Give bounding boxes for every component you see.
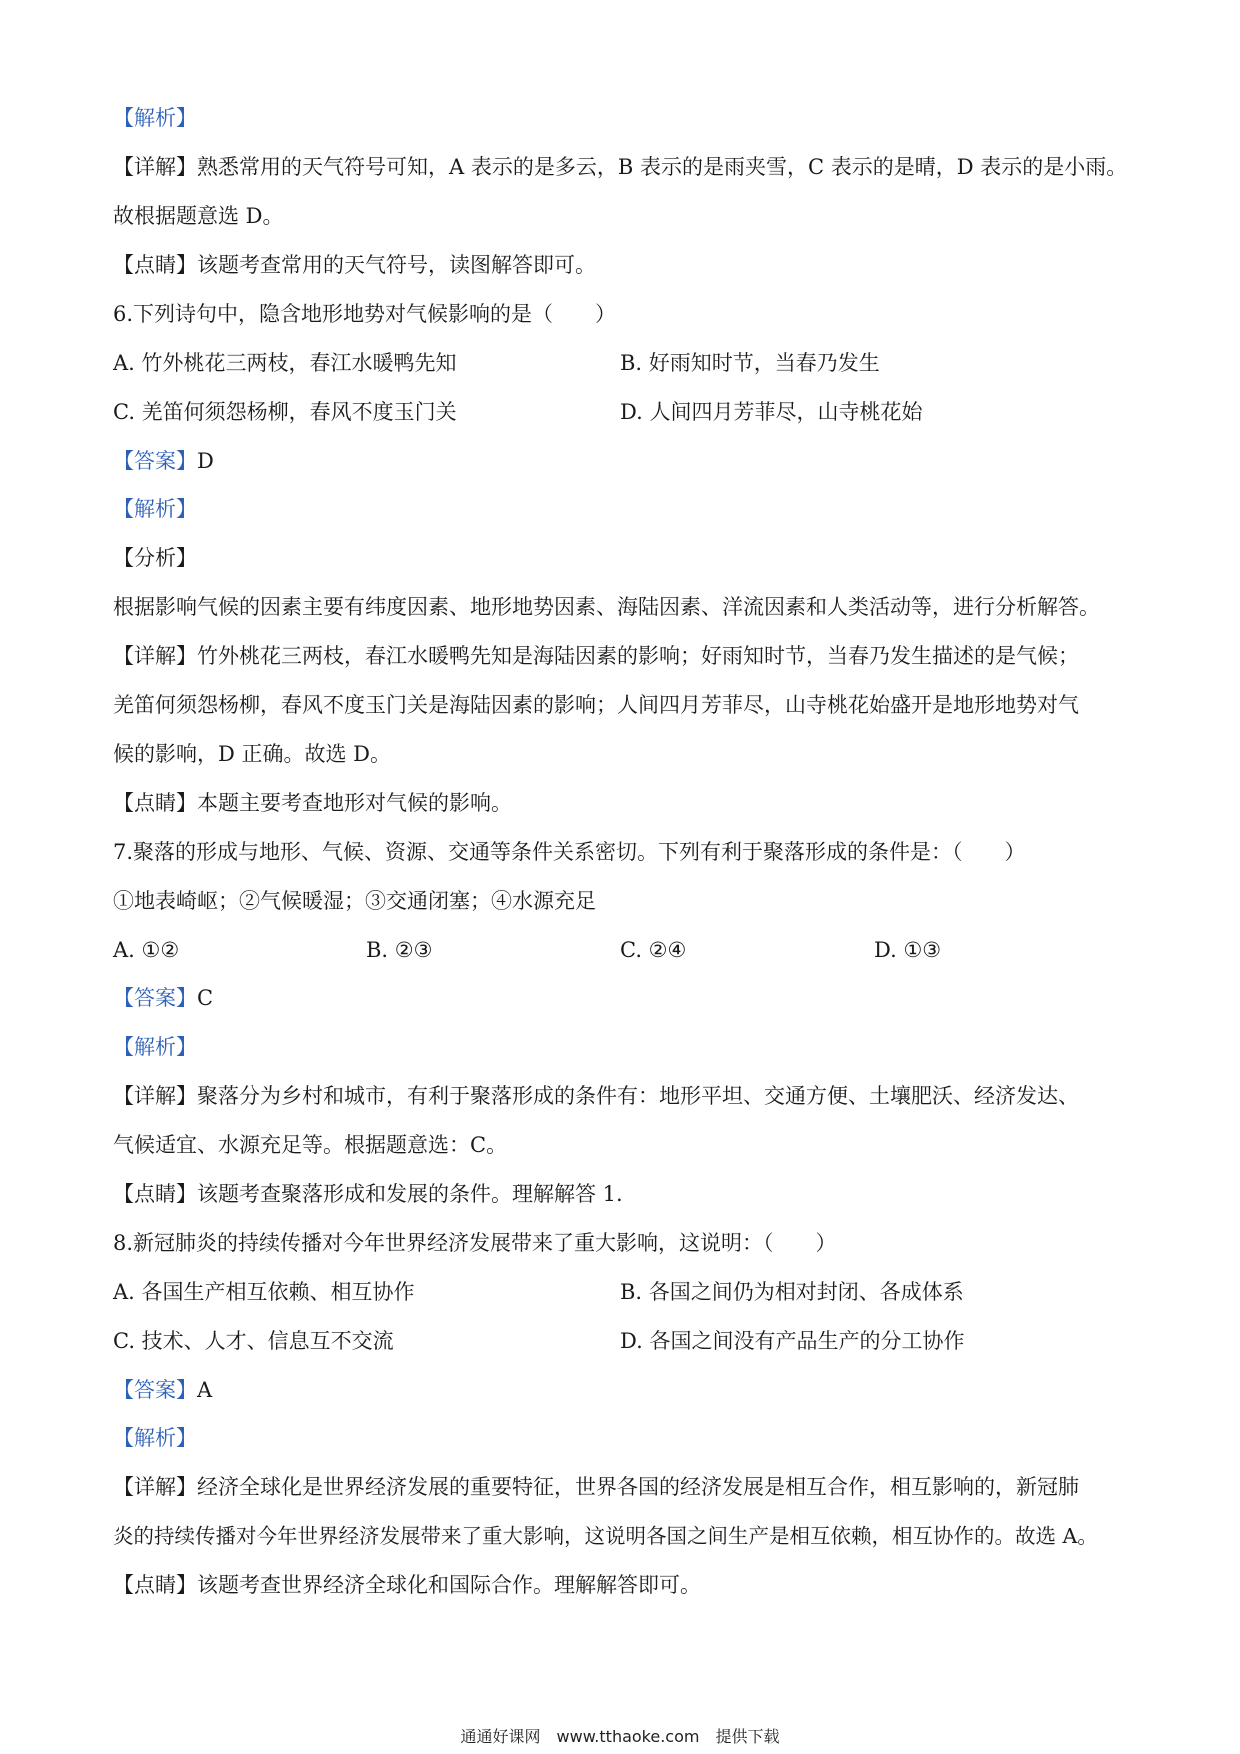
answer-value: A xyxy=(197,1378,213,1402)
footer-text: 通通好课网 www.tthaoke.com 提供下载 xyxy=(460,1727,780,1746)
q8-xiangjie: 【详解】经济全球化是世界经济发展的重要特征，世界各国的经济发展是相互合作，相互影响的，新冠肺 xyxy=(113,1475,1079,1499)
q7-xiangjie-line2: 气候适宜、水源充足等。根据题意选：C。 xyxy=(113,1133,508,1157)
q7-jiexi-label: 【解析】 xyxy=(113,1035,197,1059)
dianjing-q5 xyxy=(113,250,596,280)
q6-jiexi-label: 【解析】 xyxy=(113,497,197,521)
question-7: 7.聚落的形成与地形、气候、资源、交通等条件关系密切。下列有利于聚落形成的条件是：（ ） xyxy=(113,840,1026,864)
q6-answer xyxy=(113,446,214,476)
q6-fenxi-label: 【分析】 xyxy=(113,546,197,570)
answer-value: C xyxy=(197,986,214,1010)
answer-value: D xyxy=(197,449,214,473)
q6-option-c: C. 羌笛何须怨杨柳，春风不度玉门关 xyxy=(113,400,457,424)
q6-options-row1 xyxy=(113,348,457,378)
xiangjie-label: 【详解】 xyxy=(113,1475,197,1499)
xiangjie-q5 xyxy=(113,152,1127,182)
q6-dianjing: 【点睛】本题主要考查地形对气候的影响。 xyxy=(113,791,512,815)
dianjing-label: 【点睛】 xyxy=(113,253,197,277)
q6-xiangjie: 【详解】竹外桃花三两枝，春江水暖鸭先知是海陆因素的影响；好雨知时节，当春乃发生描述的是气候； xyxy=(113,644,1079,668)
q7-option-d: D. ①③ xyxy=(874,938,942,962)
q8-answer xyxy=(113,1375,212,1405)
q6-xiangjie-line2: 羌笛何须怨杨柳，春风不度玉门关是海陆因素的影响；人间四月芳菲尽，山寺桃花始盛开是地形地势对气 xyxy=(113,693,1079,717)
q7-dianjing: 【点睛】该题考查聚落形成和发展的条件。理解解答 1. xyxy=(113,1182,623,1206)
q6-xiangjie-line3: 候的影响，D 正确。故选 D。 xyxy=(113,742,392,766)
dianjing-label: 【点睛】 xyxy=(113,1182,197,1206)
q7-option-c: C. ②④ xyxy=(620,938,687,962)
q8-option-c: C. 技术、人才、信息互不交流 xyxy=(113,1329,394,1353)
q6-option-b: B. 好雨知时节，当春乃发生 xyxy=(620,351,880,375)
q8-jiexi-label: 【解析】 xyxy=(113,1426,197,1450)
xiangjie-label: 【详解】 xyxy=(113,1084,197,1108)
answer-label: 【答案】 xyxy=(113,1378,197,1402)
dianjing-label: 【点睛】 xyxy=(113,1573,197,1597)
dianjing-text: 该题考查常用的天气符号，读图解答即可。 xyxy=(197,253,596,277)
q6-fenxi-text: 根据影响气候的因素主要有纬度因素、地形地势因素、海陆因素、洋流因素和人类活动等，进行分析解答。 xyxy=(113,595,1100,619)
question-8: 8.新冠肺炎的持续传播对今年世界经济发展带来了重大影响，这说明：（ ） xyxy=(113,1231,837,1255)
jiexi-label-q5: 【解析】 xyxy=(113,106,197,130)
q7-xiangjie: 【详解】聚落分为乡村和城市，有利于聚落形成的条件有：地形平坦、交通方便、土壤肥沃、经济发达、 xyxy=(113,1084,1079,1108)
q6-option-d: D. 人间四月芳菲尽，山寺桃花始 xyxy=(620,400,923,424)
q7-answer xyxy=(113,983,213,1013)
q8-option-a: A. 各国生产相互依赖、相互协作 xyxy=(113,1280,415,1304)
dianjing-label: 【点睛】 xyxy=(113,791,197,815)
question-6: 6.下列诗句中，隐含地形地势对气候影响的是（ ） xyxy=(113,302,617,326)
q8-dianjing: 【点睛】该题考查世界经济全球化和国际合作。理解解答即可。 xyxy=(113,1573,701,1597)
xiangjie-q5-cont: 故根据题意选 D。 xyxy=(113,204,284,228)
q6-option-a: A. 竹外桃花三两枝，春江水暖鸭先知 xyxy=(113,351,457,375)
q7-conditions: ①地表崎岖；②气候暖湿；③交通闭塞；④水源充足 xyxy=(113,889,596,913)
q8-option-b: B. 各国之间仍为相对封闭、各成体系 xyxy=(620,1280,964,1304)
q8-option-d: D. 各国之间没有产品生产的分工协作 xyxy=(620,1329,965,1353)
page-footer xyxy=(0,1726,1240,1748)
xiangjie-label: 【详解】 xyxy=(113,155,197,179)
q8-xiangjie-line2: 炎的持续传播对今年世界经济发展带来了重大影响，这说明各国之间生产是相互依赖，相互协作的。故选 A。 xyxy=(113,1524,1098,1548)
answer-label: 【答案】 xyxy=(113,986,197,1010)
xiangjie-label: 【详解】 xyxy=(113,644,197,668)
q7-option-a: A. ①② xyxy=(113,938,180,962)
q7-option-b: B. ②③ xyxy=(366,938,433,962)
xiangjie-text: 熟悉常用的天气符号可知，A 表示的是多云，B 表示的是雨夹雪，C 表示的是晴，D 表示的是小雨。 xyxy=(197,155,1128,179)
answer-label: 【答案】 xyxy=(113,449,197,473)
